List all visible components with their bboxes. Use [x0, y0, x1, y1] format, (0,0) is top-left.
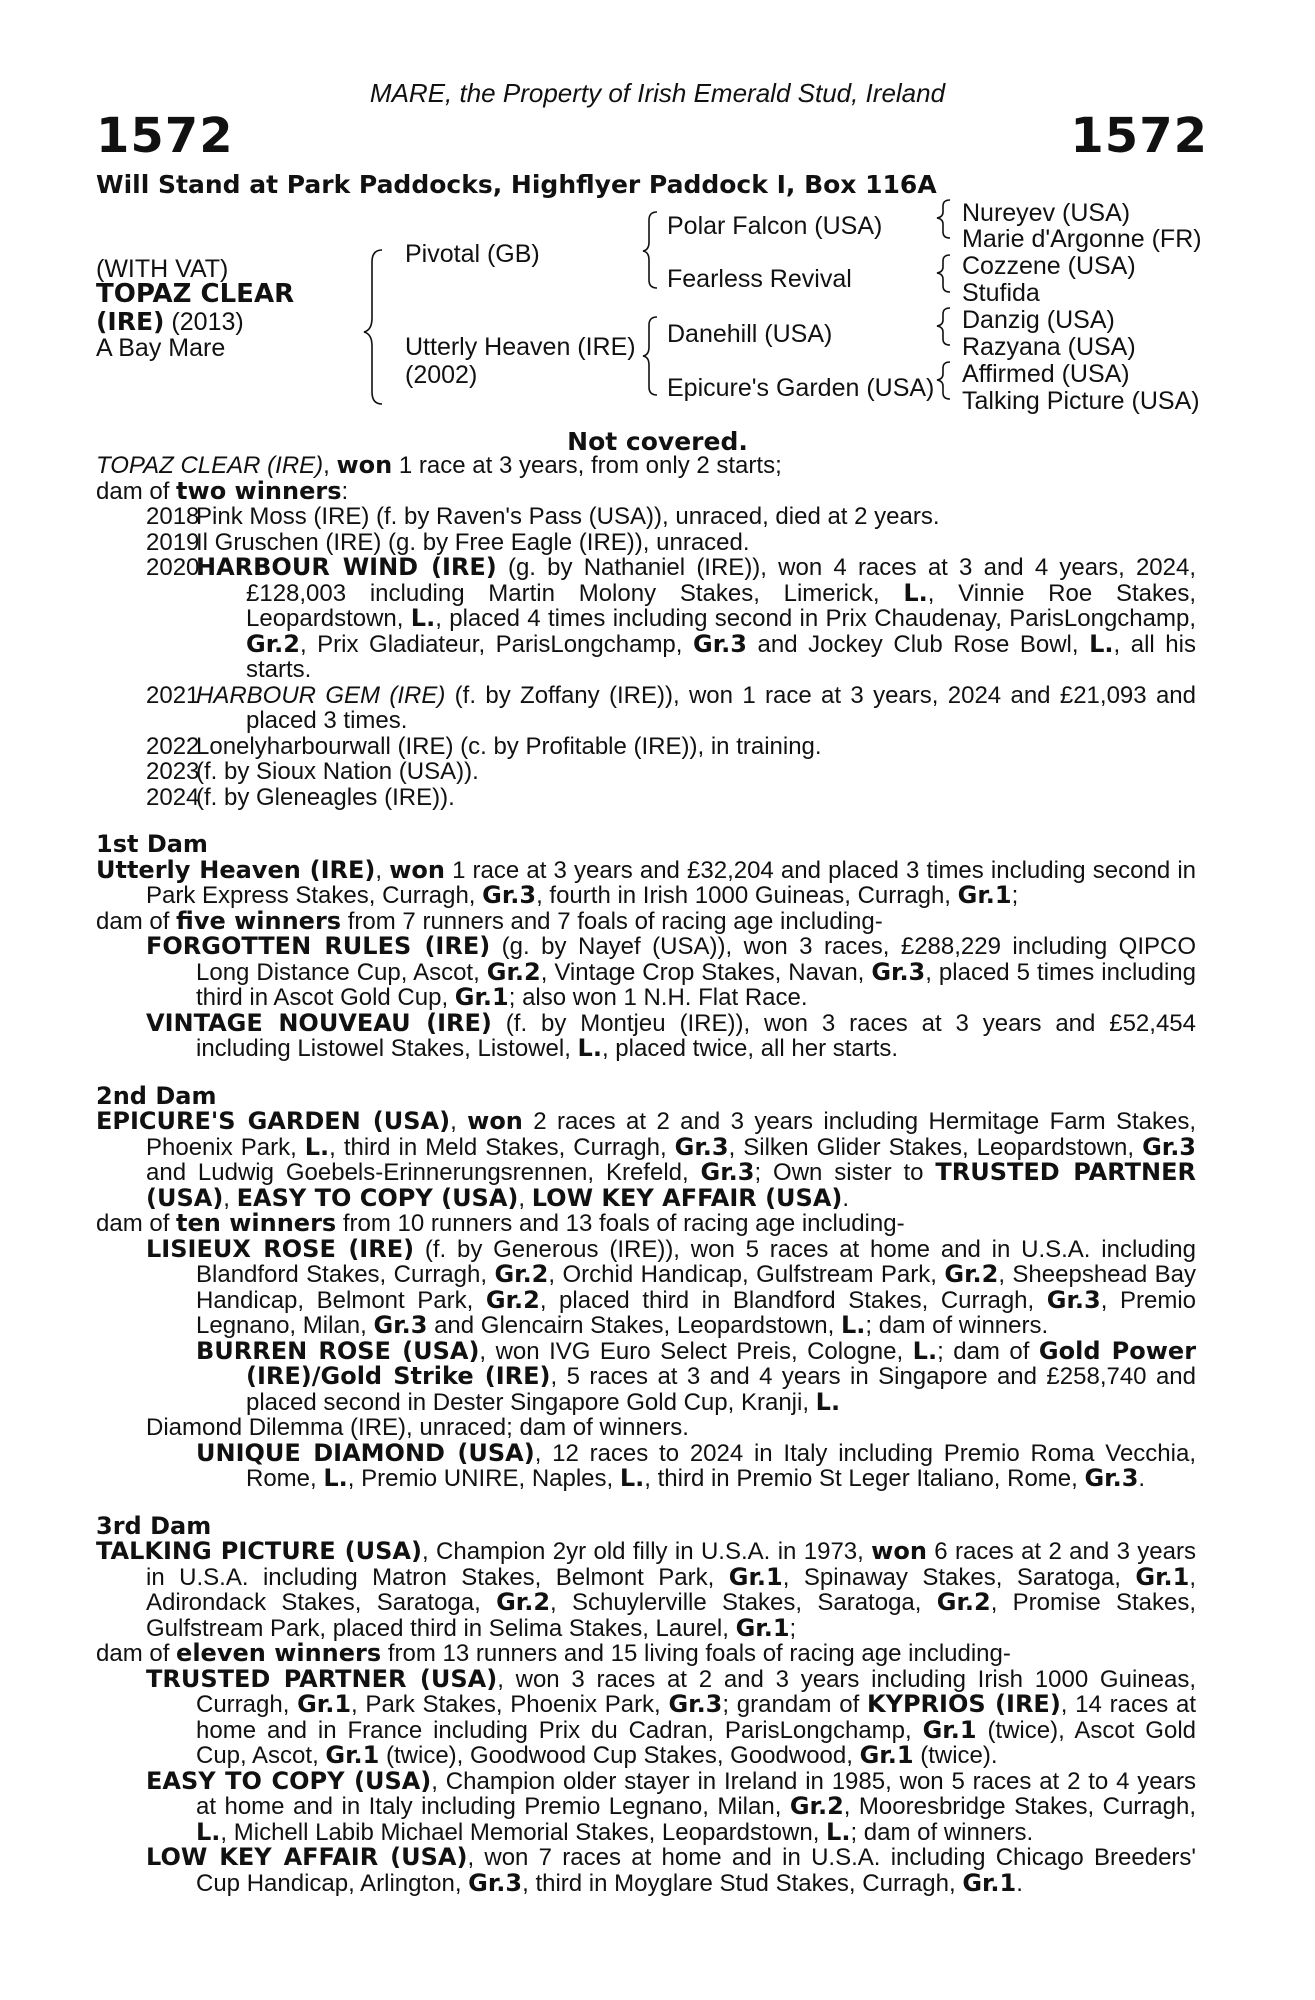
text-fragment: , Schuylerville Stakes, Saratoga, [550, 1589, 937, 1616]
group-mark: Gr.2 [485, 1285, 540, 1314]
brace-ss [937, 200, 950, 238]
won-label: won [871, 1537, 927, 1565]
brace-ds [937, 308, 950, 345]
text-fragment: , Park Stakes, Phoenix Park, [351, 1691, 669, 1718]
group-mark: Gr.3 [871, 957, 926, 986]
mare-name: TOPAZ CLEAR (IRE) [96, 452, 324, 479]
group-mark: Gr.1 [735, 1613, 790, 1642]
group-mark: Gr.1 [454, 983, 509, 1011]
first-dam-runner [96, 1008, 1196, 1062]
text-fragment: from 13 runners and 15 living foals of racing age including- [381, 1640, 1011, 1667]
winners-count: five winners [176, 906, 342, 935]
produce-row [96, 530, 1196, 556]
second-dam-runner-unraced: Diamond Dilemma (IRE), unraced; dam of winners. [146, 1414, 689, 1441]
group-mark: Gr.3 [700, 1158, 755, 1186]
colon: : [341, 477, 349, 505]
dam-name: Utterly Heaven (IRE) [96, 855, 376, 884]
group-mark: Gr.3 [668, 1690, 723, 1718]
third-dam-record [96, 1539, 1196, 1641]
dam-of-label: dam of [96, 1640, 177, 1667]
text-fragment: ; [789, 1614, 797, 1642]
listed-mark: L. [1089, 629, 1114, 658]
produce-text: (f. by Gleneagles (IRE)). [196, 783, 455, 811]
produce-year: 2019 [146, 528, 200, 556]
group-mark: Gr.1 [957, 881, 1012, 909]
winner-name: KYPRIOS (IRE) [866, 1690, 1061, 1718]
text-fragment: 1 race at 3 years and £32,204 and placed 3 times including second in Park Express Stakes, Curragh, [146, 856, 1196, 909]
text-fragment: , Champion 2yr old filly in U.S.A. in 1973, [421, 1538, 872, 1565]
text-fragment: , placed 5 times including third in Ascot Gold Cup, [196, 958, 1196, 1011]
horse-description: A Bay Mare [96, 334, 226, 362]
third-dam-heading: 3rd Dam [96, 1511, 212, 1540]
text-fragment: ; also won 1 N.H. Flat Race. [508, 984, 808, 1011]
produce-row [96, 759, 1196, 785]
produce-text: Pink Moss (IRE) (f. by Raven's Pass (USA)), unraced, died at 2 years. [196, 503, 940, 530]
winner-name: BURREN ROSE (USA) [196, 1336, 480, 1365]
text-fragment: , Vinnie Roe Stakes, Leopardstown, [246, 579, 1196, 632]
catalogue-body [96, 453, 1196, 1896]
text-fragment: , fourth in Irish 1000 Guineas, Curragh, [536, 882, 958, 909]
produce-year: 2023 [146, 758, 200, 785]
first-dam-record: Utterly Heaven (IRE), won 1 race at 3 years and £32,204 and placed 3 times including second in Park Express Stakes, Curragh, Gr.3, fourth in Irish 1000 Guineas, Curragh, Gr.1; [96, 855, 1196, 909]
pedigree-sire-dam: Fearless Revival [667, 265, 852, 293]
winner-name: UNIQUE DIAMOND (USA) [196, 1438, 535, 1467]
group-mark: Gr.2 [944, 1260, 999, 1288]
winners-count: two winners [176, 476, 342, 505]
group-mark: Gr.3 [674, 1132, 729, 1161]
winner-name: VINTAGE NOUVEAU (IRE) [146, 1008, 492, 1037]
text-fragment: (g. by Nathaniel (IRE)), won 4 races at 3 and 4 years, 2024, £128,003 including Martin Molony Stakes, Limerick, [246, 554, 1197, 607]
second-dam-grand-runner [96, 1438, 1196, 1492]
text-fragment: , won 7 races at home and in U.S.A. including Chicago Breeders' Cup Handicap, Arlington, [196, 1844, 1196, 1897]
listed-mark: L. [410, 604, 436, 632]
sibling-name: TRUSTED PARTNER (USA) [146, 1158, 1196, 1212]
intro-line: TOPAZ CLEAR (IRE), won 1 race at 3 years, from only 2 starts; [96, 451, 782, 479]
pedigree-dam-dam: Epicure's Garden (USA) [667, 374, 935, 402]
listed-mark: L. [826, 1817, 851, 1846]
won-label: won [467, 1107, 523, 1135]
text-fragment: , Prix Gladiateur, ParisLongchamp, [299, 630, 694, 658]
text-fragment: , third in Premio St Leger Italiano, Rome, [644, 1465, 1085, 1492]
dam-name: EPICURE'S GARDEN (USA) [96, 1107, 451, 1135]
dam-of-label: dam of [96, 907, 177, 935]
text-fragment: and Jockey Club Rose Bowl, [746, 630, 1090, 658]
text-fragment: from 10 runners and 13 foals of racing age including- [336, 1210, 905, 1237]
text-fragment: 2 races at 2 and 3 years including Hermitage Farm Stakes, Phoenix Park, [146, 1108, 1196, 1161]
produce-year: 2022 [146, 732, 200, 760]
winner-name: TRUSTED PARTNER (USA) [146, 1664, 498, 1693]
text-fragment: , placed 4 times including second in Prix Chaudenay, ParisLongchamp, [435, 605, 1197, 632]
winner-name: EASY TO COPY (USA) [146, 1766, 432, 1795]
text-fragment: , won IVG Euro Select Preis, Cologne, [479, 1337, 913, 1365]
produce-text: (f. by Sioux Nation (USA)). [196, 758, 479, 785]
text-fragment: (f. by Generous (IRE)), won 5 races at home and in U.S.A. including Blandford Stakes, Curragh, [196, 1235, 1196, 1288]
text-fragment: , all his starts. [246, 630, 1196, 683]
group-mark: Gr.1 [922, 1715, 977, 1744]
text-fragment: , [223, 1184, 237, 1212]
sibling-name: EASY TO COPY (USA) [236, 1183, 519, 1212]
text-fragment: , placed twice, all her starts. [601, 1035, 899, 1062]
produce-year: 2024 [146, 783, 200, 811]
first-dam-dam-of [96, 906, 1196, 935]
group-mark: Gr.3 [1046, 1285, 1101, 1314]
produce-row [96, 785, 1196, 811]
group-mark: Gr.1 [962, 1868, 1017, 1897]
text-fragment: , Adirondack Stakes, Saratoga, [146, 1563, 1197, 1616]
produce-year: 2020 [146, 554, 200, 581]
lot-number-left: 1572 [96, 108, 234, 164]
brace-sire [643, 212, 657, 288]
listed-mark: L. [912, 1336, 938, 1365]
listed-mark: L. [323, 1464, 348, 1492]
dam-of-label: dam of [96, 1210, 177, 1237]
listed-mark: L. [577, 1034, 602, 1062]
produce-text [196, 683, 1196, 734]
text-fragment: , Premio Legnano, Milan, [196, 1286, 1197, 1339]
listed-mark: L. [196, 1817, 221, 1846]
text-fragment: , 14 races at home and in France including Prix du Cadran, ParisLongchamp, [196, 1691, 1197, 1744]
text-fragment: , Vintage Crop Stakes, Navan, [540, 958, 872, 986]
text-fragment: ; [1011, 882, 1019, 909]
winner-name: Gold Power (IRE)/Gold Strike (IRE) [246, 1336, 1197, 1390]
second-dam-heading: 2nd Dam [96, 1081, 217, 1110]
produce-row [96, 683, 1196, 734]
text-fragment: , Premio UNIRE, Naples, [347, 1465, 620, 1492]
pedigree-sss: Nureyev (USA) [962, 199, 1131, 227]
text-fragment: and Ludwig Goebels-Erinnerungsrennen, Krefeld, [146, 1159, 701, 1186]
dam-name: TALKING PICTURE (USA) [96, 1537, 422, 1565]
group-mark: Gr.2 [936, 1588, 991, 1616]
produce-text: Il Gruschen (IRE) (g. by Free Eagle (IRE)), unraced. [196, 528, 750, 556]
text-fragment: , 12 races to 2024 in Italy including Premio Roma Vecchia, Rome, [246, 1439, 1196, 1492]
text-fragment: , [518, 1184, 532, 1212]
produce-row [96, 734, 1196, 760]
text-fragment: (f. by Montjeu (IRE)), won 3 races at 3 years and £52,454 including Listowel Stakes, Listowel, [196, 1009, 1196, 1062]
pedigree-dam-year: (2002) [405, 361, 478, 389]
text-fragment: (twice), Goodwood Cup Stakes, Goodwood, [379, 1742, 860, 1769]
text-fragment: , Michell Labib Michael Memorial Stakes, Leopardstown, [220, 1818, 827, 1846]
winner-name: LISIEUX ROSE (IRE) [146, 1234, 415, 1263]
listed-mark: L. [903, 578, 928, 607]
intro-dam-of [96, 476, 1196, 505]
text-fragment: . [1016, 1869, 1023, 1897]
text-fragment: (twice), Ascot Gold Cup, Ascot, [196, 1716, 1196, 1769]
produce-year: 2021 [146, 681, 200, 709]
won-label: won [389, 855, 445, 884]
stand-location: Will Stand at Park Paddocks, Highflyer Paddock I, Box 116A [96, 170, 937, 199]
winner-name: FORGOTTEN RULES (IRE) [146, 932, 491, 960]
pedigree-dsd: Razyana (USA) [962, 333, 1136, 361]
placed-name: HARBOUR GEM (IRE) [196, 681, 446, 709]
pedigree-ssd: Marie d'Argonne (FR) [962, 225, 1202, 253]
text-fragment: , Spinaway Stakes, Saratoga, [782, 1563, 1136, 1591]
pedigree-sdd: Stufida [962, 279, 1040, 307]
brace-main [364, 250, 382, 404]
text-fragment: (twice). [913, 1742, 998, 1769]
winner-name: HARBOUR WIND (IRE) [196, 553, 497, 581]
group-mark: Gr.3 [1142, 1132, 1197, 1161]
produce-row [96, 555, 1196, 683]
text-fragment: ; dam of winners. [865, 1312, 1049, 1339]
group-mark: Gr.2 [486, 957, 541, 986]
text-fragment: , Sheepshead Bay Handicap, Belmont Park, [196, 1261, 1196, 1314]
group-mark: Gr.2 [789, 1792, 844, 1820]
text-fragment: . [1138, 1465, 1146, 1492]
produce-row [96, 504, 1196, 530]
winners-count: ten winners [176, 1209, 337, 1237]
text-fragment: 6 races at 2 and 3 years in U.S.A. including Matron Stakes, Belmont Park, [146, 1538, 1196, 1591]
listed-mark: L. [619, 1464, 645, 1492]
group-mark: Gr.2 [496, 1588, 551, 1616]
group-mark: Gr.1 [1135, 1562, 1190, 1591]
second-dam-runner [96, 1234, 1197, 1339]
pedigree-ddd: Talking Picture (USA) [962, 387, 1200, 415]
text-fragment: , won 3 races at 2 and 3 years including Irish 1000 Guineas, Curragh, [196, 1665, 1196, 1718]
sibling-name: LOW KEY AFFAIR (USA) [531, 1183, 843, 1212]
group-mark: Gr.3 [693, 629, 747, 658]
brace-sd [937, 255, 950, 292]
text-fragment: , placed third in Blandford Stakes, Curragh, [539, 1286, 1047, 1314]
group-mark: Gr.1 [859, 1741, 914, 1769]
pedigree-dam-sire: Danehill (USA) [667, 320, 833, 348]
pedigree-dss: Danzig (USA) [962, 306, 1115, 334]
text-fragment: , Champion older stayer in Ireland in 1985, won 5 races at 2 to 4 years at home and in Italy including Premio Legnano, Milan, [196, 1767, 1196, 1820]
text-fragment: . [842, 1184, 850, 1212]
listed-mark: L. [840, 1311, 866, 1339]
lot-number-right: 1572 [1070, 108, 1208, 164]
text-fragment: , third in Meld Stakes, Curragh, [329, 1133, 675, 1161]
pedigree-sire: Pivotal (GB) [405, 240, 540, 268]
text-fragment: (f. by Zoffany (IRE)), won 1 race at 3 years, 2024 and £21,093 and placed 3 times. [246, 681, 1196, 734]
text-fragment: , Silken Glider Stakes, Leopardstown, [728, 1133, 1143, 1161]
group-mark: Gr.1 [728, 1562, 783, 1591]
intro-text: 1 race at 3 years, from only 2 starts; [392, 452, 782, 479]
group-mark: Gr.3 [373, 1311, 428, 1339]
text-fragment: ; grandam of [722, 1691, 867, 1718]
vendor-subtitle: MARE, the Property of Irish Emerald Stud, Ireland [369, 78, 946, 108]
pedigree-sds: Cozzene (USA) [962, 252, 1136, 280]
produce-text [196, 555, 1196, 683]
pedigree-dam: Utterly Heaven (IRE) [405, 333, 636, 361]
text-fragment: , 5 races at 3 and 4 years in Singapore and £258,740 and placed second in Dester Singapore Gold Cup, Kranji, [246, 1363, 1196, 1416]
third-dam-runner [96, 1845, 1196, 1896]
first-dam-runner [96, 934, 1196, 1011]
text-fragment: and Glencairn Stakes, Leopardstown, [427, 1312, 841, 1339]
text-fragment: ; dam of [937, 1337, 1039, 1365]
text-fragment: , Orchid Handicap, Gulfstream Park, [548, 1261, 945, 1288]
text-fragment: (g. by Nayef (USA)), won 3 races, £288,229 including QIPCO Long Distance Cup, Ascot, [196, 933, 1196, 986]
group-mark: Gr.2 [494, 1260, 549, 1288]
brace-dd [937, 362, 950, 399]
won-label: won [336, 451, 393, 479]
listed-mark: L. [304, 1132, 330, 1161]
winners-count: eleven winners [176, 1639, 382, 1667]
produce-year: 2018 [146, 503, 200, 530]
first-dam-heading: 1st Dam [96, 830, 208, 858]
third-dam-dam-of [96, 1641, 1196, 1667]
pedigree-sire-sire: Polar Falcon (USA) [667, 212, 883, 240]
produce-text: Lonelyharbourwall (IRE) (c. by Profitable (IRE)), in training. [196, 732, 822, 760]
third-dam-runner [96, 1664, 1197, 1769]
third-dam-runner [96, 1766, 1196, 1846]
group-mark: Gr.1 [297, 1690, 352, 1718]
text-fragment: from 7 runners and 7 foals of racing age including- [341, 907, 883, 935]
text-fragment: , third in Moyglare Stud Stakes, Curragh, [522, 1869, 963, 1897]
horse-name: TOPAZ CLEAR [96, 279, 295, 309]
second-dam-grand-runner [96, 1336, 1197, 1416]
text-fragment: , Promise Stakes, Gulfstream Park, placed third in Selima Stakes, Laurel, [146, 1589, 1197, 1642]
dam-of-label: dam of [96, 477, 177, 505]
not-covered-notice: Not covered. [567, 427, 748, 456]
pedigree-dds: Affirmed (USA) [962, 360, 1130, 388]
group-mark: Gr.3 [468, 1868, 523, 1897]
horse-year: (2013) [164, 308, 244, 336]
group-mark: Gr.3 [482, 881, 537, 909]
group-mark: Gr.2 [246, 629, 300, 658]
brace-dam [643, 317, 657, 395]
listed-mark: L. [815, 1387, 841, 1416]
text-fragment: ; dam of winners. [850, 1818, 1034, 1846]
second-dam-record: EPICURE'S GARDEN (USA), won 2 races at 2 and 3 years including Hermitage Farm Stakes, Phoenix Park, L., third in Meld Stakes, Curragh, Gr.3, Silken Glider Stakes, Leopardstown, Gr.3 and Ludwig Goebels-Erinnerungsrennen, Krefeld, Gr.3; Own sister to TRUSTED PARTNER (USA), EASY TO COPY (USA), LOW KEY AFFAIR (USA). [96, 1107, 1197, 1212]
text-fragment: ; Own sister to [754, 1159, 936, 1186]
horse-vat: (WITH VAT) [96, 255, 229, 283]
group-mark: Gr.3 [1084, 1464, 1139, 1492]
winner-name: LOW KEY AFFAIR (USA) [146, 1843, 468, 1871]
horse-country: (IRE) [96, 307, 165, 336]
group-mark: Gr.1 [325, 1741, 380, 1769]
second-dam-dam-of [96, 1211, 1196, 1237]
text-fragment: , Mooresbridge Stakes, Curragh, [843, 1793, 1196, 1820]
